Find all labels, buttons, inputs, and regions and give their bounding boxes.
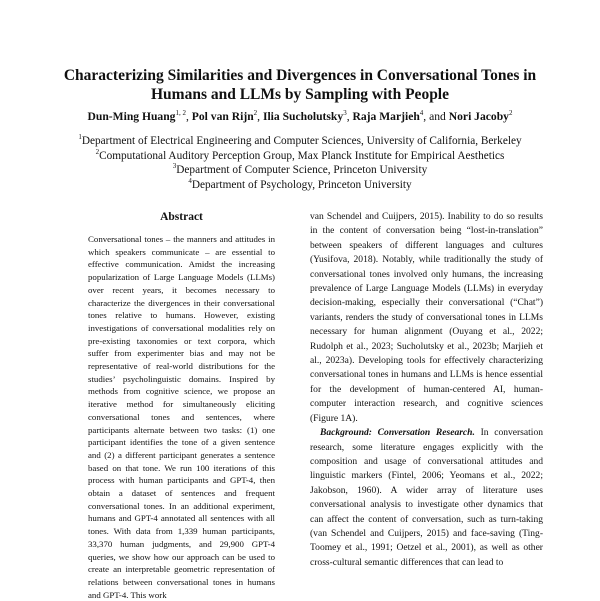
- affiliation-line: [40, 149, 560, 164]
- author-separator: ,: [257, 110, 261, 123]
- affiliation-text: Department of Electrical Engineering and Computer Sciences, University of California, Berkeley: [81, 135, 522, 147]
- author-name: Nori Jacoby: [448, 110, 509, 123]
- affiliation-mark: 1: [78, 133, 82, 142]
- background-paragraph-text: In conversation research, some literature engages explicitly with the composition and usage of conversational attitudes and linguistic markers (Fintel, 2006; Yeomans et al., 2022; Jakobson, 1960). A wider array of literature uses conversational analysis to investigate other dynamics that can affect the content of conversation, such as turn-taking (van Schendel and Cuijpers, 2015) and face-saving (Ting-Toomey et al., 1991; Oetzel et al., 2001), as well as other cross-cultural semantic differences that can lead to: [310, 427, 543, 568]
- author-list: [40, 110, 560, 124]
- affiliation-mark: 4: [188, 176, 192, 185]
- affiliation-mark: 2: [95, 147, 100, 156]
- affiliation-text: Computational Auditory Perception Group, Max Planck Institute for Empirical Aesthetics: [99, 149, 505, 162]
- right-column: [310, 210, 543, 570]
- author-separator: ,: [346, 110, 350, 123]
- affiliation-line: [40, 163, 560, 178]
- author-affiliation-mark: 2: [253, 109, 258, 118]
- author-affiliation-mark: 4: [419, 109, 424, 118]
- section-run-in-heading: Background: Conversation Research.: [320, 427, 475, 439]
- paper-title-line-2: Humans and LLMs by Sampling with People: [150, 86, 449, 103]
- author-separator: ,: [185, 110, 189, 123]
- affiliation-line: [40, 178, 560, 193]
- background-paragraph: [310, 426, 543, 570]
- paper-title: [40, 66, 560, 104]
- author-name: Raja Marjieh: [352, 110, 420, 123]
- author-name: Pol van Rijn: [191, 110, 254, 123]
- author-name: Ilia Sucholutsky: [262, 110, 344, 123]
- author-affiliation-mark: 2: [508, 109, 513, 118]
- author-name: Dun-Ming Huang: [87, 110, 176, 123]
- left-column: [88, 210, 275, 601]
- affiliation-line: [40, 134, 560, 149]
- author-affiliation-mark: 3: [343, 109, 347, 118]
- affiliation-mark: 3: [172, 162, 177, 171]
- affiliation-text: Department of Computer Science, Princeton University: [176, 164, 428, 176]
- paper-title-line-1: Characterizing Similarities and Divergences in Conversational Tones in: [63, 67, 537, 84]
- affiliation-list: [40, 134, 560, 192]
- abstract-text: Conversational tones – the manners and attitudes in which speakers communicate – are essential to effective communication. Amidst the increasing popularization of Large Language Models (LLMs) over recent years, it becomes necessary to characterize the divergences in their conversational tones relative to humans. However, existing investigations of conversational modalities rely on pre-existing taxonomies or text corpora, which suffer from experimenter bias and may not be representative of real-world distributions for the studies’ psycholinguistic domains. Inspired by methods from cognitive science, we propose an iterative method for simultaneously eliciting conversational tones and sentences, where participants alternate between two tasks: (1) one participant identifies the tone of a given sentence and (2) a different participant generates a sentence based on that tone. We run 100 iterations of this process with human participants and GPT-4, then obtain a dataset of sentences and frequent conversational tones. In an additional experiment, humans and GPT-4 annotated all sentences with all tones. With data from 1,339 human participants, 33,370 human judgments, and 29,900 GPT-4 queries, we show how our approach can be used to create an interpretable geometric representation of relations between conversational tones in humans and GPT-4. This work: [88, 234, 275, 600]
- affiliation-text: Department of Psychology, Princeton University: [191, 178, 412, 191]
- author-separator: , and: [423, 110, 446, 123]
- body-paragraph: van Schendel and Cuijpers, 2015). Inability to do so results in the content of conversation being “lost-in-translation” between speakers of different languages and cultures (Yusifova, 2018). Notably, while traditionally the study of conversational tones involved only humans, the increasing prevalence of Large Language Models (LLMs) in everyday decision-making, especially their conversational (“Chat”) variants, renders the study of conversational tones in LLMs necessary for human alignment (Ouyang et al., 2022; Rudolph et al., 2023; Sucholutsky et al., 2023b; Marjieh et al., 2023a). Developing tools for effectively characterizing conversational tones in humans and LLMs is hence essential for the development of human-centered AI, human-computer interaction research, and cognitive sciences (Figure 1A).: [310, 211, 543, 424]
- author-affiliation-mark: 1, 2: [175, 109, 186, 118]
- abstract-heading: Abstract: [160, 211, 203, 223]
